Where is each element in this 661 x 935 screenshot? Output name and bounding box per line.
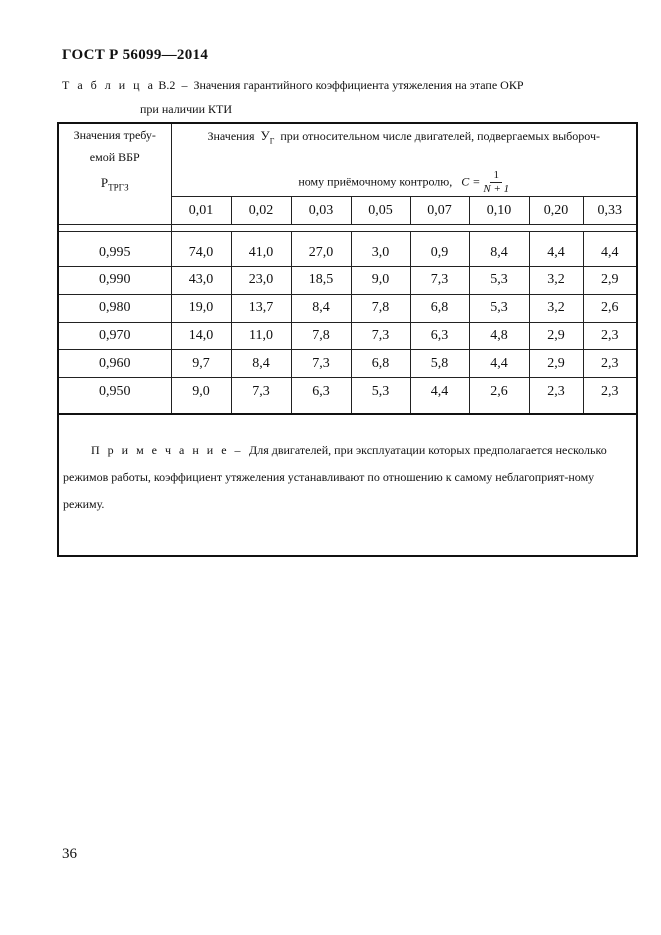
table-cell: 3,2: [529, 294, 583, 322]
header-right-line1: [172, 127, 637, 151]
note-label: П р и м е ч а н и е –: [91, 442, 244, 457]
symbol-y: [260, 128, 275, 146]
formula-fraction: [483, 169, 509, 196]
table-cell: 7,8: [291, 322, 351, 350]
table-caption: [62, 78, 524, 93]
caption-number: В.2: [158, 78, 176, 92]
row-reliability: 0,960: [58, 350, 171, 378]
table-cell: 43,0: [171, 267, 231, 295]
table-cell: 9,0: [171, 378, 231, 414]
table-cell: 9,0: [351, 267, 410, 295]
table-cell: 2,9: [583, 267, 637, 295]
table-cell: 6,8: [410, 294, 469, 322]
table-cell: 7,3: [410, 267, 469, 295]
table-cell: 5,3: [351, 378, 410, 414]
column-header: 0,05: [351, 197, 410, 225]
table-note: [58, 414, 637, 556]
column-header: 0,02: [231, 197, 291, 225]
symbol-y-main: У: [260, 128, 270, 143]
table-cell: 7,3: [291, 350, 351, 378]
table-cell: 2,3: [529, 378, 583, 414]
header-required-reliability: [58, 123, 171, 225]
table-cell: 41,0: [231, 232, 291, 267]
coefficient-table-wrapper: [57, 122, 636, 557]
table-cell: 8,4: [469, 232, 529, 267]
header-right-line2-text: ному приёмочному контролю,: [298, 173, 453, 188]
table-row: [58, 322, 637, 350]
header-left-symbol: [101, 172, 129, 199]
table-cell: 4,4: [583, 232, 637, 267]
table-cell: 13,7: [231, 294, 291, 322]
table-cell: 6,3: [410, 322, 469, 350]
table-cell: 6,3: [291, 378, 351, 414]
table-cell: 9,7: [171, 350, 231, 378]
table-cell: 4,8: [469, 322, 529, 350]
table-cell: 2,9: [529, 322, 583, 350]
row-reliability: 0,980: [58, 294, 171, 322]
header-right-part2: при относительном числе двигателей, подвергаемых выбороч-: [280, 129, 600, 143]
table-cell: 2,3: [583, 378, 637, 414]
table-row: [58, 232, 637, 267]
row-reliability: 0,990: [58, 267, 171, 295]
column-header: 0,07: [410, 197, 469, 225]
header-left-line1: Значения требу-: [73, 128, 156, 142]
note-text: Для двигателей, при эксплуатации которых предполагается несколько режимов работы, коэффициент утяжеления устанавливают по отношению к самому неблагоприят-ному режиму.: [63, 442, 607, 511]
header-left-line2: емой ВБР: [89, 150, 140, 164]
table-cell: 2,3: [583, 350, 637, 378]
table-cell: 2,9: [529, 350, 583, 378]
table-cell: 5,3: [469, 294, 529, 322]
caption-prefix: Т а б л и ц а: [62, 78, 156, 92]
table-cell: 14,0: [171, 322, 231, 350]
table-cell: 8,4: [231, 350, 291, 378]
table-cell: 3,2: [529, 267, 583, 295]
table-row: [58, 294, 637, 322]
table-cell: 7,3: [351, 322, 410, 350]
table-cell: 11,0: [231, 322, 291, 350]
table-cell: 18,5: [291, 267, 351, 295]
page-number: 36: [62, 846, 77, 862]
column-header: 0,20: [529, 197, 583, 225]
table-cell: 19,0: [171, 294, 231, 322]
table-cell: 8,4: [291, 294, 351, 322]
table-cell: 2,3: [583, 322, 637, 350]
document-code: ГОСТ Р 56099—2014: [62, 47, 209, 63]
table-cell: 2,6: [469, 378, 529, 414]
caption-dash: –: [181, 78, 188, 92]
table-cell: 0,9: [410, 232, 469, 267]
symbol-p-sub: ТРГЗ: [108, 182, 129, 193]
table-cell: 74,0: [171, 232, 231, 267]
coefficient-table: [57, 122, 638, 557]
header-right-part1: Значения: [207, 129, 255, 143]
table-cell: 6,8: [351, 350, 410, 378]
formula-denominator: N + 1: [483, 182, 510, 195]
table-cell: 5,3: [469, 267, 529, 295]
header-coefficient-values: [171, 123, 637, 197]
table-row: [58, 350, 637, 378]
table-row: [58, 267, 637, 295]
column-header: 0,03: [291, 197, 351, 225]
column-header: 0,01: [171, 197, 231, 225]
column-header: 0,10: [469, 197, 529, 225]
table-cell: 27,0: [291, 232, 351, 267]
table-row: [58, 378, 637, 414]
caption-title-line2: при наличии КТИ: [140, 102, 232, 116]
table-cell: 7,8: [351, 294, 410, 322]
formula-lhs: C =: [461, 173, 481, 188]
table-cell: 4,4: [529, 232, 583, 267]
column-header: 0,33: [583, 197, 637, 225]
table-cell: 2,6: [583, 294, 637, 322]
header-separator: [58, 225, 637, 232]
table-body: [58, 232, 637, 414]
table-cell: 3,0: [351, 232, 410, 267]
symbol-p: Р: [100, 175, 109, 190]
table-cell: 5,8: [410, 350, 469, 378]
row-reliability: 0,950: [58, 378, 171, 414]
row-reliability: 0,970: [58, 322, 171, 350]
header-right-line2: [172, 169, 637, 196]
formula-numerator: 1: [490, 169, 502, 183]
caption-title: Значения гарантийного коэффициента утяжеления на этапе ОКР: [193, 78, 524, 92]
table-cell: 7,3: [231, 378, 291, 414]
table-cell: 4,4: [410, 378, 469, 414]
symbol-y-sub: Г: [269, 136, 275, 146]
table-cell: 23,0: [231, 267, 291, 295]
row-reliability: 0,995: [58, 232, 171, 267]
table-cell: 4,4: [469, 350, 529, 378]
